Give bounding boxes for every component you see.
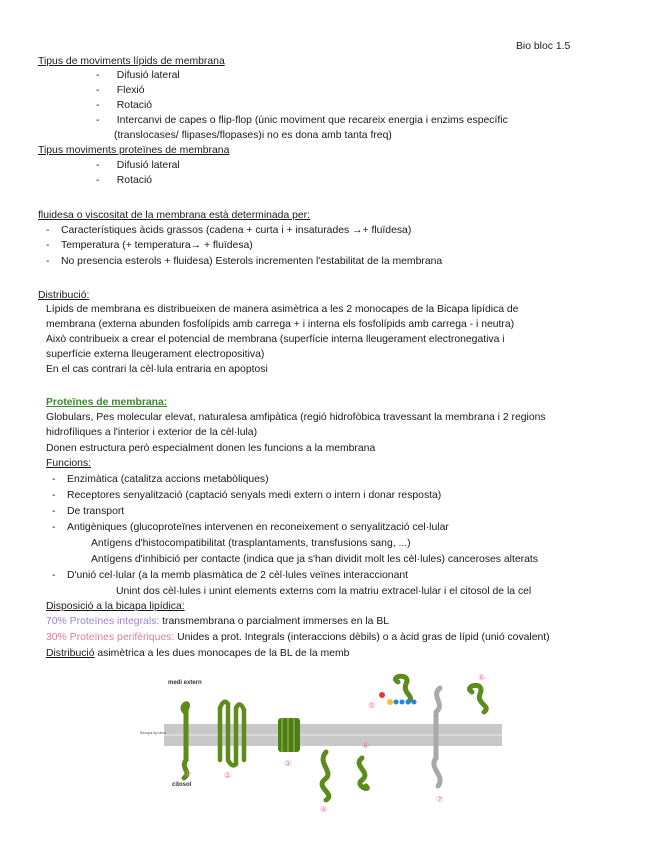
marker-2: ② — [224, 771, 232, 780]
distribution-title: Distribució: — [38, 290, 90, 301]
list-item: - Receptores senyalització (captació senyals medi extern o intern i donar resposta) — [52, 490, 442, 501]
bilayer-label: Bicapa lipídica — [140, 730, 166, 735]
marker-6: ⑥ — [478, 673, 486, 682]
marker-3: ③ — [284, 759, 292, 768]
marker-1: ① — [184, 769, 192, 778]
paragraph-line: En el cas contrari la cèl·lula entraria en apoptosi — [46, 364, 268, 375]
list-subitem: Antígens d'inhibició per contacte (indica que ja s'han dividit molt les cèl·lules) canceroses alterats — [91, 554, 538, 565]
list-item: - Flexió — [96, 85, 145, 96]
list-item: - Temperatura (+ temperatura→ + fluïdesa) — [46, 240, 253, 251]
lipid-moves-title: Tipus de moviments lípids de membrana — [38, 56, 225, 67]
fluidity-title: fluidesa o viscositat de la membrana està determinada per: — [38, 210, 311, 221]
paragraph-line: Globulars, Pes molecular elevat, naturalesa amfipàtica (regió hidrofòbica travessant la membrana i 2 regions — [46, 412, 546, 423]
list-item-cont: (translocases/ flipases/flopases)i no es dona amb tanta freq) — [114, 130, 392, 141]
inside-label: citosol — [172, 782, 192, 788]
proteins-title: Proteïnes de membrana: — [46, 397, 168, 408]
list-item: - Característiques àcids grassos (cadena + curta i + insaturades →+ fluïdesa) — [46, 225, 412, 236]
list-item: - Antigèniques (glucoproteïnes intervenen en reconeixement o senyalització cel·lular — [52, 522, 449, 533]
functions-title: Funcions: — [46, 458, 92, 469]
list-subitem: Antígens d'histocompatibilitat (trasplantaments, transfusions sang, ...) — [91, 538, 411, 549]
list-item: - Difusió lateral — [96, 160, 180, 171]
outside-label: medi extern — [168, 680, 202, 686]
protein-moves-title: Tipus moviments proteïnes de membrana — [38, 145, 230, 156]
list-item: - D'unió cel·lular (a la memb plasmàtica de 2 cèl·lules veïnes interaccionant — [52, 570, 409, 581]
distribution-line: Distribució asimètrica a les dues monocapes de la BL de la memb — [46, 648, 350, 659]
integral-line: 70% Proteïnes integrals: transmembrana o parcialment immerses en la BL — [46, 616, 390, 627]
paragraph-line: Donen estructura però especialment donen les funcions a la membrana — [46, 443, 376, 454]
marker-8: ⑧ — [362, 741, 370, 750]
page-header: Bio bloc 1.5 — [516, 41, 571, 52]
peripheral-line: 30% Proteïnes perifèriques: Unides a prot. Integrals (interaccions dèbils) o a àcid gras de lípid (unió covalent) — [46, 632, 550, 643]
disposition-title: Disposició a la bicapa lipídica: — [46, 601, 185, 612]
list-item: - Intercanvi de capes o flip-flop (únic moviment que recareix energia i enzims específic — [96, 115, 508, 126]
marker-5: ⑤ — [368, 701, 376, 710]
protein-1 — [183, 704, 188, 778]
list-item: - De transport — [52, 506, 125, 517]
paragraph-line: membrana (externa abunden fosfolípids amb carrega + i interna els fosfolípids amb carrega - i neutra) — [46, 319, 515, 330]
paragraph-line: Lípids de membrana es distribueixen de manera asimètrica a les 2 monocapes de la Bicapa lipídica de — [46, 304, 519, 315]
paragraph-line: hidrofíliques a l'interior i exterior de la cèl·lula) — [46, 427, 258, 438]
list-item: - Rotació — [96, 100, 153, 111]
paragraph-line: superfície externa lleugerament electropositiva) — [46, 349, 265, 360]
list-item: - No presencia esterols + fluidesa) Esterols incrementen l'estabilitat de la membrana — [46, 256, 443, 267]
list-item: - Enzimàtica (catalitza accions metabòliques) — [52, 474, 269, 485]
list-item: - Difusió lateral — [96, 70, 180, 81]
marker-7: ⑦ — [436, 795, 444, 804]
list-subitem: Unint dos cèl·lules i unint elements externs com la matriu extracel·lular i el citosol de la cel — [116, 586, 532, 597]
membrane-proteins-figure — [140, 668, 510, 814]
marker-4: ④ — [320, 805, 328, 814]
list-item: - Rotació — [96, 175, 153, 186]
paragraph-line: Això contribueix a crear el potencial de membrana (superfície interna lleugerament electronegativa i — [46, 334, 505, 345]
